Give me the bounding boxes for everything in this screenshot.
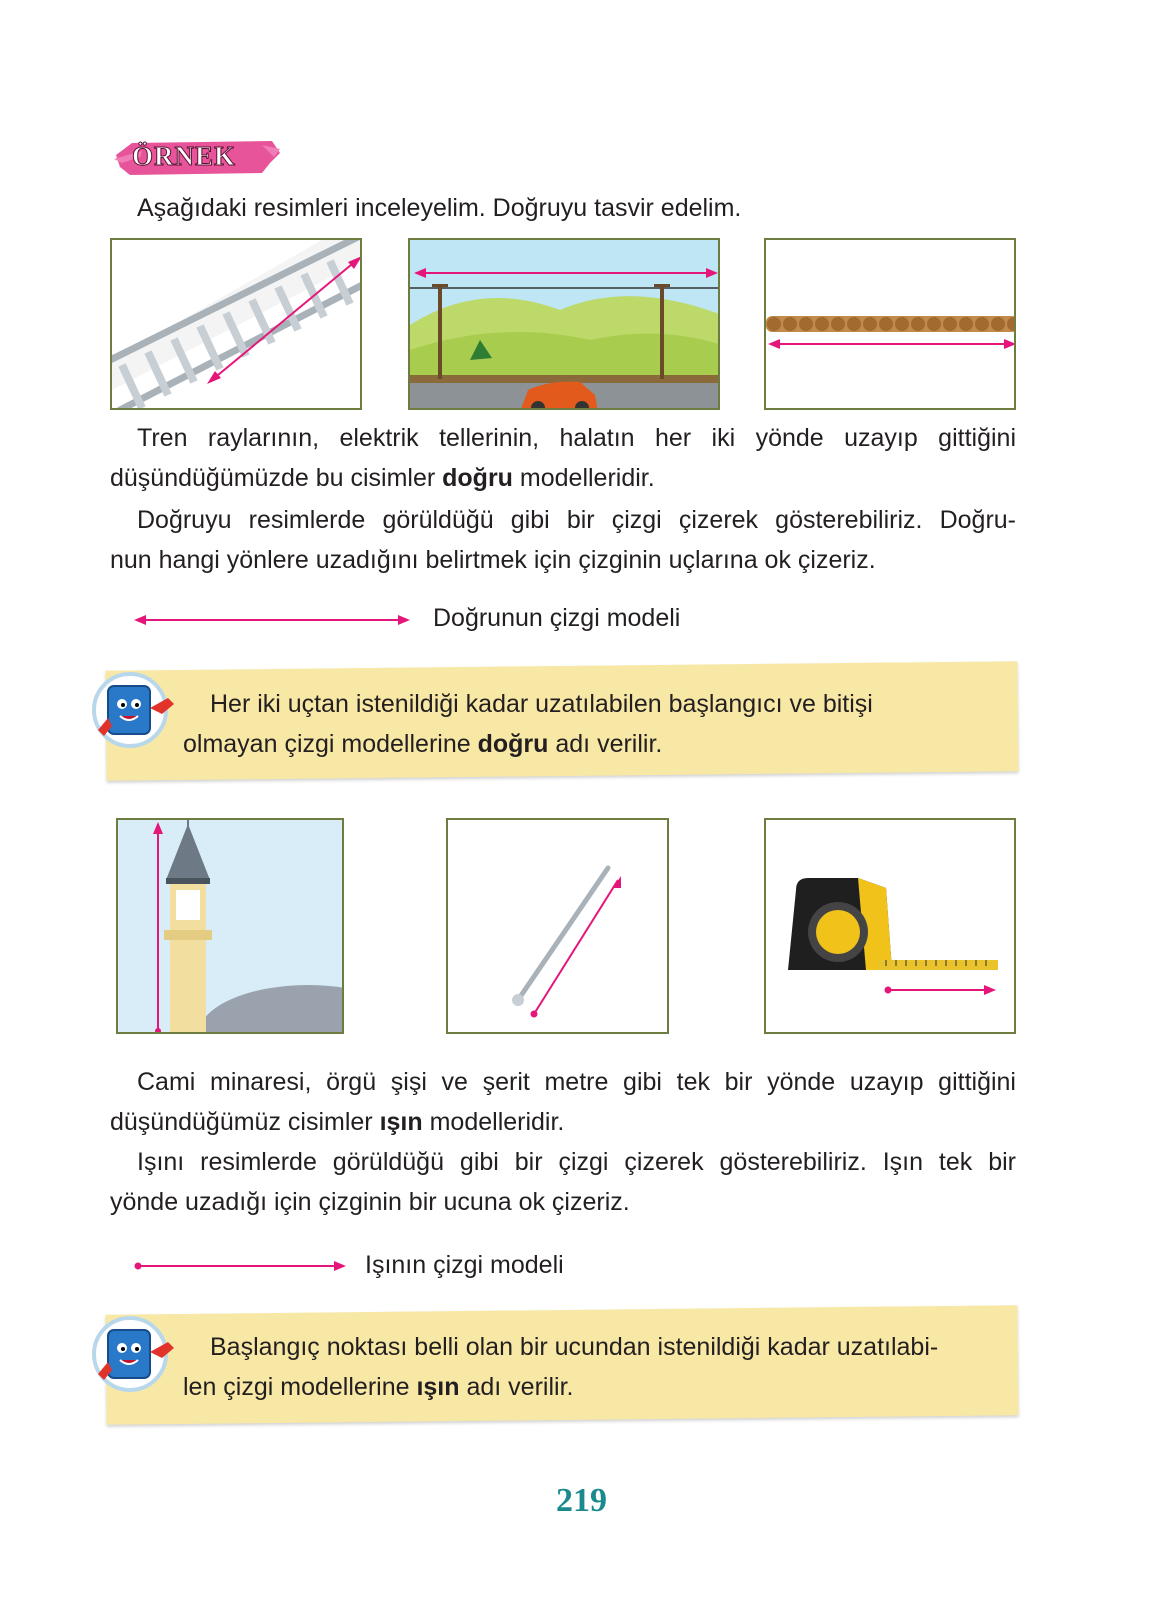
tape-measure-image <box>764 818 1016 1034</box>
paragraph-ray-drawing: Işını resimlerde görüldüğü gibi bir çizgi çizerek gösterebiliriz. Işın tek bir yönde uzadığı için çizginin bir ucuna ok çizeriz. <box>110 1148 1016 1216</box>
note-line-1: Başlangıç noktası belli olan bir ucundan istenildiği kadar uzatılabi- <box>210 1333 939 1361</box>
mascot-icon <box>90 1312 182 1402</box>
note-line-2: olmayan çizgi modellerine doğru adı verilir. <box>183 730 663 758</box>
intro-text: Aşağıdaki resimleri inceleyelim. Doğruyu tasvir edelim. <box>137 194 742 222</box>
example-badge <box>112 133 282 181</box>
page-number: 219 <box>556 1482 607 1519</box>
electric-wires-image <box>408 238 720 410</box>
railway-image <box>110 238 362 410</box>
paragraph-line-drawing: Doğruyu resimlerde görüldüğü gibi bir çizgi çizerek gösterebiliriz. Doğru- nun hangi yönlere uzadığını belirtmek için çizginin uçlarına ok çizeriz. <box>110 506 1016 574</box>
rope-image <box>764 238 1016 410</box>
minaret-image <box>116 818 344 1034</box>
ray-model-label: Işının çizgi modeli <box>365 1251 564 1279</box>
paragraph-ray-models: Cami minaresi, örgü şişi ve şerit metre gibi tek bir yönde uzayıp gittiğini düşündüğümüz cisimler ışın modelleridir. <box>110 1068 1016 1136</box>
knitting-needle-image <box>446 818 669 1034</box>
line-model-label: Doğrunun çizgi modeli <box>433 604 681 632</box>
note-line-1: Her iki uçtan istenildiği kadar uzatılabilen başlangıcı ve bitişi <box>210 690 873 718</box>
paragraph-line-models: Tren raylarının, elektrik tellerinin, halatın her iki yönde uzayıp gittiğini düşündüğümüzde bu cisimler doğru modelleridir. <box>110 424 1016 492</box>
note-line-2: len çizgi modellerine ışın adı verilir. <box>183 1373 574 1401</box>
ray-model-diagram <box>132 1256 348 1276</box>
line-model-diagram <box>132 610 412 630</box>
badge-label: ÖRNEK <box>132 141 237 171</box>
mascot-icon <box>90 668 182 758</box>
